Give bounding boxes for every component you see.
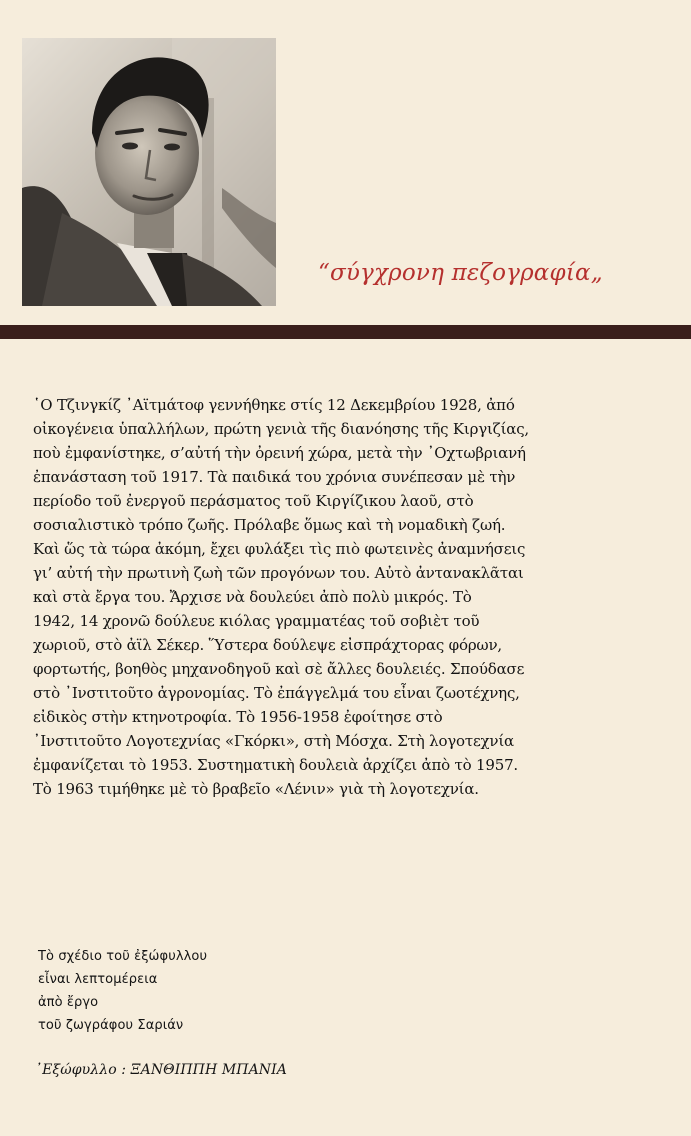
cover-note-line: ἀπὸ ἔργο [38, 995, 99, 1010]
biography-line: οἰκογένεια ὑπαλλήλων, πρώτη γενιὰ τῆς διανόησης τῆς Κιργιζίας, [33, 420, 529, 438]
biography-line: στὸ ᾿Ινστιτοῦτο ἀγρονομίας. Τὸ ἐπάγγελμά του εἶναι ζωοτέχνης, [33, 684, 520, 702]
biography-line: περίοδο τοῦ ἐνεργοῦ περάσματος τοῦ Κιργίζικου λαοῦ, στὸ [33, 492, 474, 510]
biography-line: γι’ αὐτή τὴν πρωτινὴ ζωὴ τῶν προγόνων του. Αὐτὸ ἀντανακλᾶται [33, 564, 524, 582]
series-title: “σύγχρονη πεζογραφία„ [318, 260, 603, 286]
biography-line: Τὸ 1963 τιμήθηκε μὲ τὸ βραβεῖο «Λένιν» γιὰ τὴ λογοτεχνία. [33, 780, 479, 798]
biography-line: ῾Ο Τζινγκίζ ᾿Αϊτμάτοφ γεννήθηκε στίς 12 Δεκεμβρίου 1928, ἀπό [33, 396, 515, 414]
author-biography [33, 393, 667, 801]
biography-line: ᾿Ινστιτοῦτο Λογοτεχνίας «Γκόρκι», στὴ Μόσχα. Στὴ λογοτεχνία [33, 732, 514, 750]
cover-design-note [38, 945, 207, 1037]
biography-line: 1942, 14 χρονῶ δούλευε κιόλας γραμματέας τοῦ σοβιὲτ τοῦ [33, 612, 480, 630]
biography-line: φορτωτής, βοηθὸς μηχανοδηγοῦ καὶ σὲ ἄλλες δουλειές. Σπούδασε [33, 660, 525, 678]
biography-line: Καὶ ὥς τὰ τώρα ἀκόμη, ἔχει φυλάξει τὶς πιὸ φωτεινὲς ἀναμνήσεις [33, 540, 526, 558]
biography-line: ἐμφανίζεται τὸ 1953. Συστηματικὴ δουλειὰ ἀρχίζει ἀπὸ τὸ 1957. [33, 756, 518, 774]
biography-line: σοσιαλιστικὸ τρόπο ζωῆς. Πρόλαβε ὅμως καὶ τὴ νομαδικὴ ζωή. [33, 516, 506, 534]
cover-note-line: Τὸ σχέδιο τοῦ ἐξώφυλλου [38, 949, 208, 964]
biography-line: ἐπανάσταση τοῦ 1917. Τὰ παιδικά του χρόνια συνέπεσαν μὲ τὴν [33, 468, 516, 486]
cover-note-line: τοῦ ζωγράφου Σαριάν [38, 1018, 184, 1033]
biography-line: χωριοῦ, στὸ ἀϊλ Σέκερ. Ὕστερα δούλεψε εἰσπράχτορας φόρων, [33, 636, 502, 654]
biography-line: καὶ στὰ ἔργα του. Ἄρχισε νὰ δουλεύει ἀπὸ πολὺ μικρός. Τὸ [33, 588, 472, 606]
cover-credit: ᾿Εξώφυλλο : ΞΑΝΘΙΠΠΗ ΜΠΑΝΙΑ [35, 1062, 287, 1078]
biography-line: ποὺ ἐμφανίστηκε, σ’αὐτή τὴν ὀρεινή χώρα, μετὰ τὴν ᾿Οχτωβριανή [33, 444, 526, 462]
author-portrait-photo [22, 38, 276, 306]
cover-note-line: εἶναι λεπτομέρεια [38, 972, 158, 987]
biography-line: εἰδικὸς στὴν κτηνοτροφία. Τὸ 1956-1958 ἐφοίτησε στὸ [33, 708, 443, 726]
portrait-illustration [22, 38, 276, 306]
horizontal-divider-bar [0, 325, 691, 339]
